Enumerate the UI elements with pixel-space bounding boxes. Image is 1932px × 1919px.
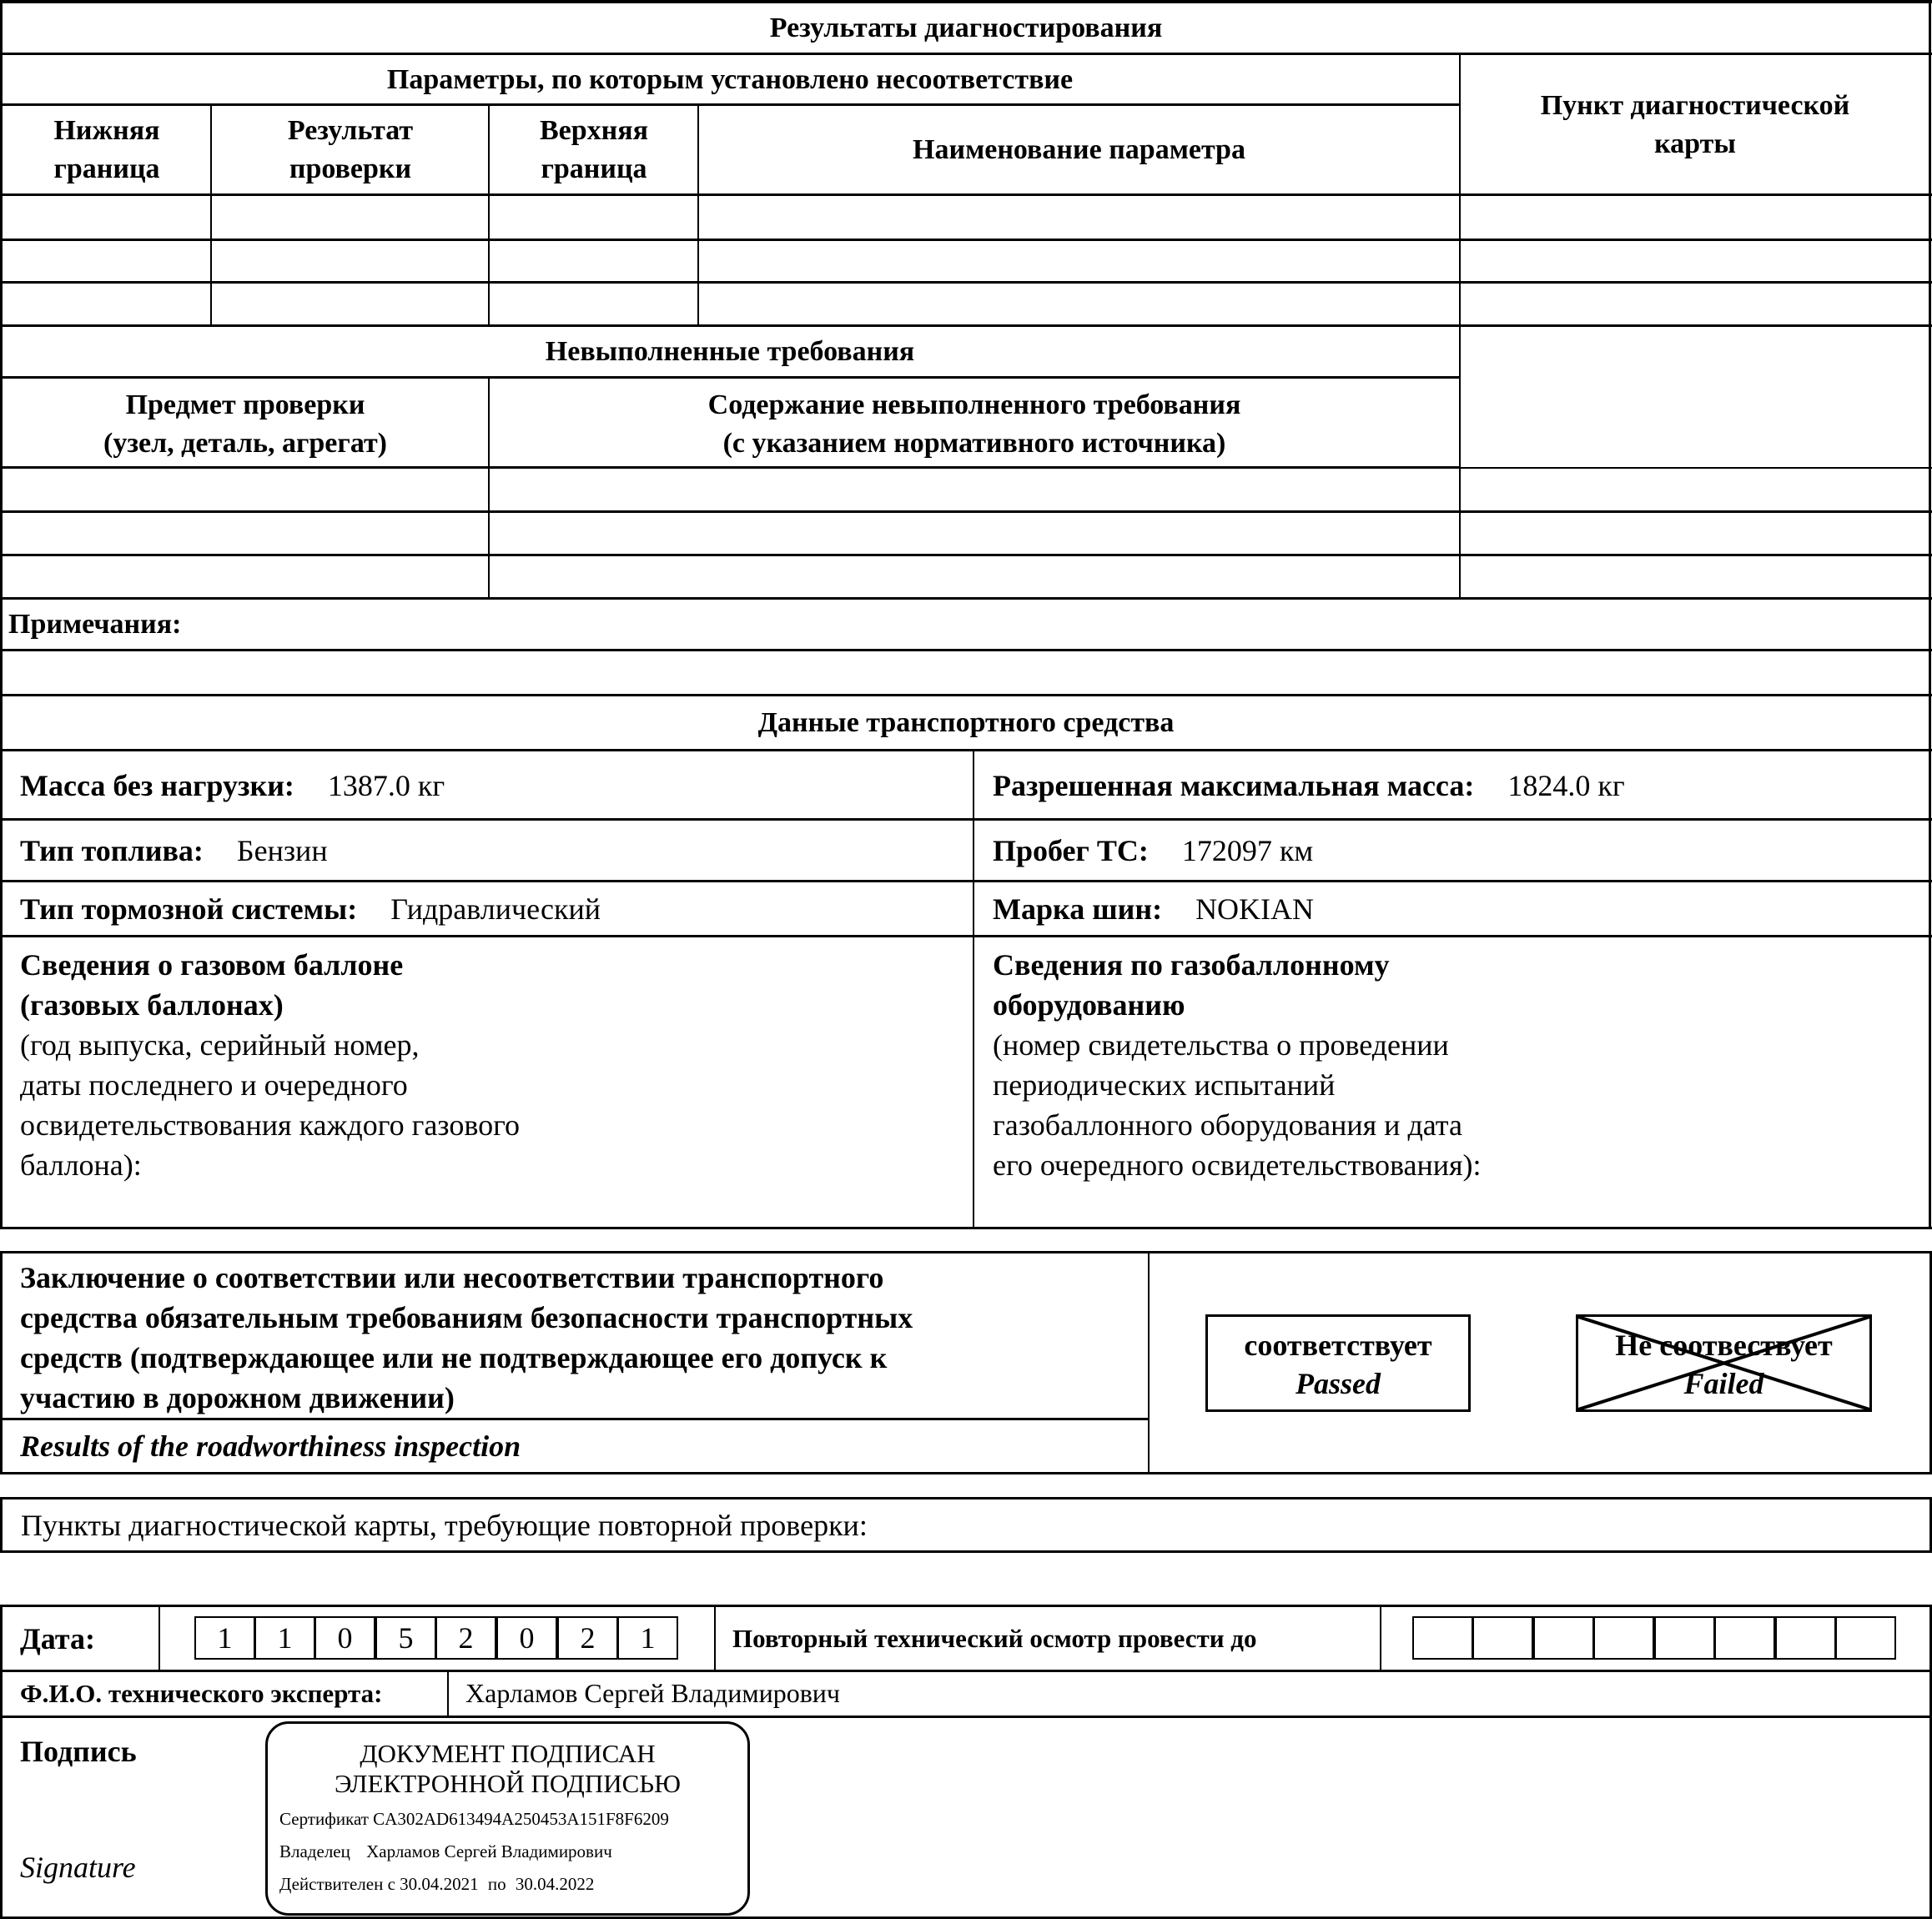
- passed-checkbox[interactable]: [1205, 1314, 1471, 1412]
- col-param-name: Наименование параметра: [913, 134, 1245, 165]
- mileage-field: [993, 821, 1919, 880]
- gas-equipment-desc: периодических испытаний: [993, 1068, 1336, 1102]
- col-check-result: Результат проверки: [287, 115, 414, 184]
- col-upper-bound: Верхняя граница: [539, 115, 649, 184]
- table-row: [3, 241, 1929, 282]
- row-subject: [3, 469, 486, 511]
- tyres-label: Марка шин:: [993, 892, 1163, 926]
- unmet-col-subject: [3, 379, 488, 468]
- reinspection-digit[interactable]: [1472, 1616, 1533, 1660]
- signature-label-ru: Подпись: [20, 1735, 137, 1768]
- conclusion-english: Results of the roadworthiness inspection: [20, 1429, 521, 1463]
- stamp-owner-value: Харламов Сергей Владимирович: [366, 1841, 612, 1861]
- unladen-mass-field: [20, 751, 963, 819]
- unladen-mass-label: Масса без нагрузки:: [20, 768, 294, 802]
- recheck-label: Пункты диагностической карты, требующие повторной проверки:: [21, 1508, 868, 1542]
- gas-cylinder-info: [20, 945, 963, 1220]
- failed-label-ru: Не соотвествует: [1615, 1329, 1833, 1362]
- border: [1929, 0, 1931, 1228]
- date-label: Дата:: [20, 1621, 95, 1655]
- stamp-certificate-label: Сертификат: [279, 1809, 369, 1829]
- row-subject: [3, 556, 486, 598]
- divider: [973, 751, 974, 1228]
- conclusion-line: средства обязательным требованиям безопасности транспортных: [20, 1301, 913, 1334]
- stamp-valid-to: 30.04.2022: [515, 1874, 595, 1894]
- unladen-mass-value: 1387.0 кг: [327, 768, 445, 802]
- gas-cylinder-desc: баллона):: [20, 1148, 142, 1182]
- conclusion-text: [20, 1258, 1138, 1416]
- row-lower: [3, 241, 210, 282]
- divider: [1380, 1606, 1381, 1670]
- passed-label-en: Passed: [1296, 1367, 1381, 1400]
- max-mass-value: 1824.0 кг: [1507, 768, 1625, 802]
- card-point-header: Пункт диагностической карты: [1540, 89, 1850, 159]
- stamp-valid-to-label: по: [487, 1874, 506, 1894]
- notes-label: Примечания:: [8, 608, 182, 640]
- unmet-col-subject-line: (узел, деталь, агрегат): [103, 428, 387, 459]
- divider: [0, 376, 1460, 379]
- divider: [1148, 1253, 1150, 1473]
- gas-equipment-desc: (номер свидетельства о проведении: [993, 1028, 1449, 1062]
- tyres-value: NOKIAN: [1195, 892, 1315, 926]
- fuel-label: Тип топлива:: [20, 833, 204, 867]
- row-subject: [3, 513, 486, 555]
- reinspection-digit[interactable]: [1412, 1616, 1473, 1660]
- recheck-section: [0, 1497, 1932, 1553]
- cross-mark-icon: [1578, 1317, 1869, 1409]
- conclusion-line: средств (подтверждающее или не подтверждающее его допуск к: [20, 1341, 888, 1374]
- date-digit[interactable]: 5: [375, 1616, 436, 1660]
- gas-cylinder-desc: даты последнего и очередного: [20, 1068, 408, 1102]
- conclusion-line: участию в дорожном движении): [20, 1381, 455, 1414]
- brake-label: Тип тормозной системы:: [20, 892, 358, 926]
- diagnostics-title: Результаты диагностирования: [769, 12, 1163, 43]
- brake-value: Гидравлический: [390, 892, 601, 926]
- failed-checkbox[interactable]: [1576, 1314, 1872, 1412]
- mileage-label: Пробег ТС:: [993, 833, 1149, 867]
- conclusion-line: Заключение о соответствии или несоответствии транспортного: [20, 1261, 884, 1294]
- row-lower: [3, 284, 210, 325]
- reinspection-digit[interactable]: [1593, 1616, 1654, 1660]
- table-row: [3, 513, 1929, 555]
- expert-value: Харламов Сергей Владимирович: [465, 1678, 841, 1708]
- stamp-title-line: ДОКУМЕНТ ПОДПИСАН: [360, 1739, 656, 1768]
- reinspection-label: Повторный технический осмотр провести до: [732, 1623, 1257, 1653]
- max-mass-label: Разрешенная максимальная масса:: [993, 768, 1475, 802]
- table-row: [3, 196, 1929, 239]
- divider: [158, 1606, 160, 1670]
- divider: [0, 1227, 1932, 1229]
- divider: [0, 1716, 1932, 1718]
- failed-label-en: Failed: [1683, 1367, 1764, 1400]
- unmet-col-subject-line: Предмет проверки: [125, 389, 365, 420]
- date-digit[interactable]: 2: [435, 1616, 496, 1660]
- date-digit[interactable]: 2: [557, 1616, 618, 1660]
- date-digit[interactable]: 1: [194, 1616, 255, 1660]
- stamp-valid-from: 30.04.2021: [400, 1874, 479, 1894]
- gas-cylinder-desc: (год выпуска, серийный номер,: [20, 1028, 420, 1062]
- gas-cylinder-desc: освидетельствования каждого газового: [20, 1108, 520, 1142]
- row-lower: [3, 196, 210, 239]
- stamp-validity: [279, 1874, 747, 1895]
- stamp-certificate: [279, 1809, 747, 1830]
- col-lower-bound: Нижняя граница: [53, 115, 160, 184]
- fuel-value: Бензин: [236, 833, 328, 867]
- gas-cylinder-title: Сведения о газовом баллоне: [20, 948, 404, 982]
- gas-equipment-desc: газобаллонного оборудования и дата: [993, 1108, 1462, 1142]
- unmet-col-content-line: (с указанием нормативного источника): [722, 428, 1226, 459]
- date-digit[interactable]: 1: [617, 1616, 678, 1660]
- expert-label: Ф.И.О. технического эксперта:: [20, 1678, 383, 1708]
- table-row: [3, 469, 1929, 511]
- gas-equipment-info: [993, 945, 1919, 1220]
- notes-value: [8, 651, 1927, 694]
- gas-equipment-title: Сведения по газобаллонному: [993, 948, 1390, 982]
- params-header: Параметры, по которым установлено несоответствие: [386, 64, 1074, 95]
- unmet-col-content: [490, 379, 1459, 468]
- passed-label-ru: соответствует: [1244, 1329, 1432, 1362]
- divider: [447, 1671, 449, 1716]
- stamp-owner-label: Владелец: [279, 1841, 350, 1861]
- stamp-certificate-value: CA302AD613494A250453A151F8F6209: [373, 1809, 669, 1829]
- date-digit[interactable]: 1: [254, 1616, 315, 1660]
- divider: [0, 935, 1932, 937]
- e-signature-stamp: [265, 1721, 750, 1916]
- date-digit[interactable]: 0: [496, 1616, 557, 1660]
- stamp-title-line: ЭЛЕКТРОННОЙ ПОДПИСЬЮ: [335, 1769, 681, 1798]
- unmet-header: Невыполненные требования: [545, 336, 915, 367]
- mileage-value: 172097 км: [1181, 833, 1314, 867]
- reinspection-digit[interactable]: [1654, 1616, 1715, 1660]
- gas-equipment-desc: его очередного освидетельствования):: [993, 1148, 1482, 1182]
- stamp-owner: [279, 1841, 747, 1862]
- reinspection-digit[interactable]: [1775, 1616, 1836, 1660]
- stamp-title: [268, 1739, 747, 1799]
- stamp-valid-label: Действителен с: [279, 1874, 395, 1894]
- table-row: [3, 556, 1929, 598]
- date-digit[interactable]: 0: [314, 1616, 375, 1660]
- divider: [714, 1606, 716, 1670]
- tyres-field: [993, 882, 1919, 936]
- reinspection-digit[interactable]: [1835, 1616, 1896, 1660]
- reinspection-digit[interactable]: [1714, 1616, 1775, 1660]
- gas-equipment-title: оборудованию: [993, 988, 1185, 1022]
- max-mass-field: [993, 751, 1919, 819]
- fuel-field: [20, 821, 963, 880]
- signature-label-en: Signature: [20, 1851, 136, 1884]
- table-row: [3, 284, 1929, 325]
- brake-field: [20, 882, 963, 936]
- vehicle-header: Данные транспортного средства: [757, 706, 1175, 738]
- gas-cylinder-title: (газовых баллонах): [20, 988, 284, 1022]
- reinspection-digit[interactable]: [1533, 1616, 1594, 1660]
- unmet-col-content-line: Содержание невыполненного требования: [707, 389, 1241, 420]
